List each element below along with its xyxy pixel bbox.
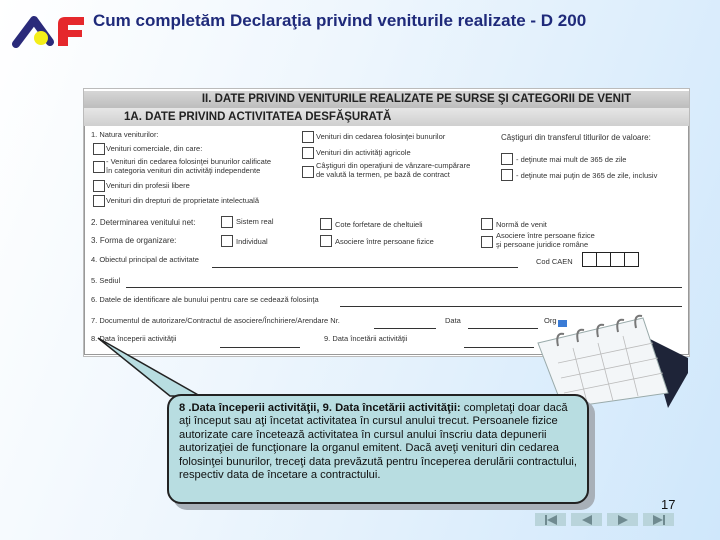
row7-label: 7. Documentul de autorizare/Contractul de asociere/Închiriere/Arendare Nr. [91,316,340,325]
checkbox[interactable] [320,218,332,230]
option-label: şi persoane juridice române [496,240,589,249]
callout-pointer [95,336,205,400]
natura-label: 1. Natura veniturilor: [91,130,159,139]
checkbox[interactable] [501,169,513,181]
option-label: Asociere între persoane fizice [335,237,434,246]
first-slide-button[interactable] [535,513,566,526]
callout-text: completaţi doar dacă aţi început sau aţi încetat activitatea în cursul anului trecut. Persoanele fizice autorizate care încetează activitatea în cursul anului înscriu data depunerii autorizaţiei de funcţionare la organul emitent. Dacă aveţi venituri din cedarea folosinţei bunurilor, treceţi data prevăzută pentru începerea derulării contractului, respectiv data de încetare a contractului. [179,402,578,482]
checkbox[interactable] [481,236,493,248]
skip-back-icon [544,515,558,525]
checkbox[interactable] [302,131,314,143]
option-label: Venituri comerciale, din care: [106,144,203,153]
checkbox[interactable] [320,235,332,247]
org-label: Org [544,316,557,325]
option-label: Normă de venit [496,220,547,229]
last-slide-button[interactable] [643,513,674,526]
checkbox[interactable] [481,218,493,230]
data-label: Data [445,316,461,325]
option-label: de valută la termen, pe bază de contract [316,170,450,179]
page-title: Cum completăm Declaraţia privind veniturile realizate - D 200 [93,11,587,30]
checkbox[interactable] [93,195,105,207]
caen-input[interactable] [582,252,639,267]
row5-label: 5. Sediul [91,276,121,285]
option-label: Venituri din drepturi de proprietate intelectuală [106,196,260,205]
row8-label: 8. Data începerii activităţii [91,334,177,343]
caen-label: Cod CAEN [536,257,573,266]
subsection-title: 1A. DATE PRIVIND ACTIVITATEA DESFĂŞURATĂ [84,108,689,126]
option-label: Individual [236,237,268,246]
checkbox[interactable] [302,147,314,159]
option-label: în categoria venituri din activităţi independente [106,166,261,175]
option-label: Sistem real [236,217,274,226]
row2-label: 2. Determinarea venitului net: [91,218,196,227]
row9-label: 9. Data încetării activităţii [324,334,408,343]
option-label: Venituri din profesii libere [106,181,190,190]
page-number: 17 [661,497,676,512]
option-label: Asociere între persoane fizice [496,231,595,240]
option-label: - Venituri din cedarea folosinţei bunurilor calificate [106,157,272,166]
option-label: Cote forfetare de cheltuieli [335,220,423,229]
checkbox[interactable] [221,235,233,247]
next-slide-button[interactable] [607,513,638,526]
callout-heading: 8 .Data începerii activităţii, 9. Data încetării activităţii: [179,402,461,414]
checkbox[interactable] [221,216,233,228]
option-label: Câştiguri din operaţiuni de vânzare-cumpărare [316,161,471,170]
option-label: Venituri din cedarea folosinţei bunurilor [316,132,446,141]
explanation-callout [167,394,589,504]
row4-label: 4. Obiectul principal de activitate [91,255,199,264]
checkbox[interactable] [302,166,314,178]
section-title: II. DATE PRIVIND VENITURILE REALIZATE PE SURSE ŞI CATEGORII DE VENIT [84,91,689,108]
checkbox[interactable] [501,153,513,165]
option-label: - deţinute mai mult de 365 de zile [516,155,627,164]
arrow-right-icon [617,515,629,525]
anaf-logo [12,12,90,50]
option-label: - deţinute mai puţin de 365 de zile, inclusiv [516,171,658,180]
calendar-icon [528,298,688,408]
previous-slide-button[interactable] [571,513,602,526]
checkbox[interactable] [93,143,105,155]
checkbox[interactable] [93,161,105,173]
skip-forward-icon [652,515,666,525]
checkbox[interactable] [93,180,105,192]
option-label: Venituri din activităţi agricole [316,148,411,157]
row6-label: 6. Datele de identificare ale bunului pentru care se cedează folosinţa [91,295,319,304]
row3-label: 3. Forma de organizare: [91,236,177,245]
right-title: Câştiguri din transferul titlurilor de valoare: [501,133,651,142]
arrow-left-icon [581,515,593,525]
